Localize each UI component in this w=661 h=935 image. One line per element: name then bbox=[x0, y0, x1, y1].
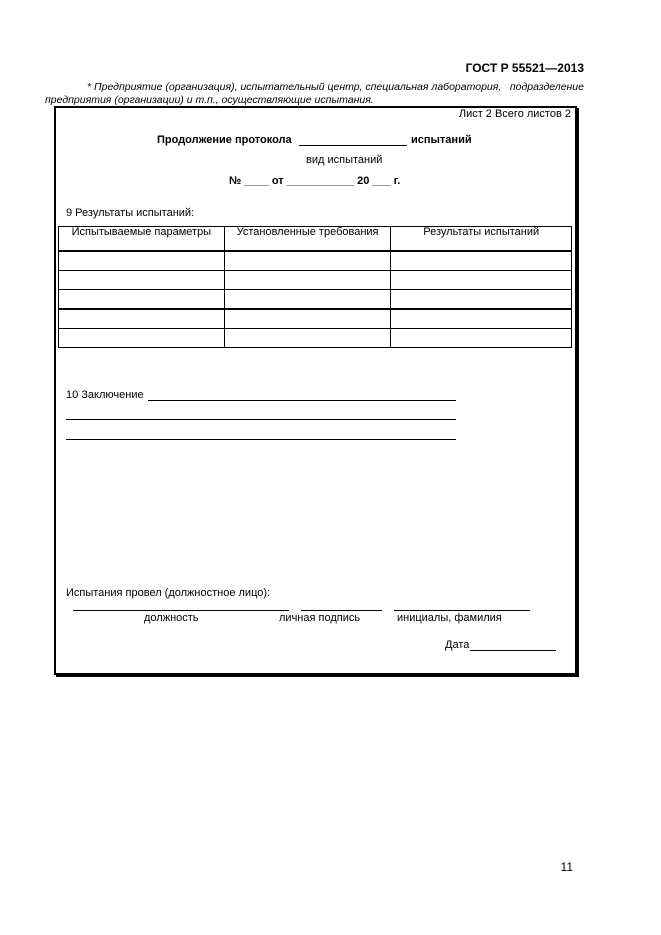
footnote-line-1-end: подразделение bbox=[509, 81, 584, 93]
table-row bbox=[59, 251, 572, 271]
conclusion-line-3 bbox=[66, 439, 456, 440]
form-title-prefix: Продолжение протокола bbox=[157, 134, 292, 146]
initials-blank bbox=[394, 610, 530, 611]
table-row bbox=[59, 329, 572, 348]
position-blank bbox=[73, 610, 289, 611]
position-label: должность bbox=[144, 612, 199, 624]
page-number: 11 bbox=[560, 860, 573, 874]
form-subtitle: вид испытаний bbox=[306, 154, 383, 166]
date-blank bbox=[470, 650, 556, 651]
performed-by-label: Испытания провел (должностное лицо): bbox=[66, 587, 271, 599]
col-header-parameters: Испытываемые параметры bbox=[59, 227, 225, 252]
initials-label: инициалы, фамилия bbox=[397, 612, 502, 624]
footnote-line-2: предприятия (организации) и т.п., осуществляющие испытания. bbox=[45, 94, 374, 106]
footnote-line-1: * Предприятие (организация), испытательный центр, специальная лаборатория, bbox=[87, 81, 502, 93]
conclusion-line-2 bbox=[66, 419, 456, 420]
signature-label: личная подпись bbox=[279, 612, 361, 624]
results-table bbox=[58, 226, 572, 348]
standard-header: ГОСТ Р 55521—2013 bbox=[465, 61, 584, 75]
protocol-number-line: № ____ от ___________ 20 ___ г. bbox=[229, 175, 401, 187]
table-row bbox=[59, 290, 572, 310]
form-title-suffix: испытаний bbox=[411, 134, 472, 146]
section-10-heading: 10 Заключение bbox=[66, 389, 144, 401]
table-row bbox=[59, 271, 572, 290]
test-type-blank bbox=[299, 145, 407, 146]
signature-blank bbox=[301, 610, 382, 611]
col-header-results: Результаты испытаний bbox=[391, 227, 572, 252]
conclusion-line-1 bbox=[148, 400, 456, 401]
section-9-heading: 9 Результаты испытаний: bbox=[66, 207, 195, 219]
sheet-counter: Лист 2 Всего листов 2 bbox=[458, 108, 571, 120]
table-row bbox=[59, 309, 572, 329]
date-label: Дата bbox=[445, 639, 470, 651]
col-header-requirements: Установленные требования bbox=[224, 227, 391, 252]
